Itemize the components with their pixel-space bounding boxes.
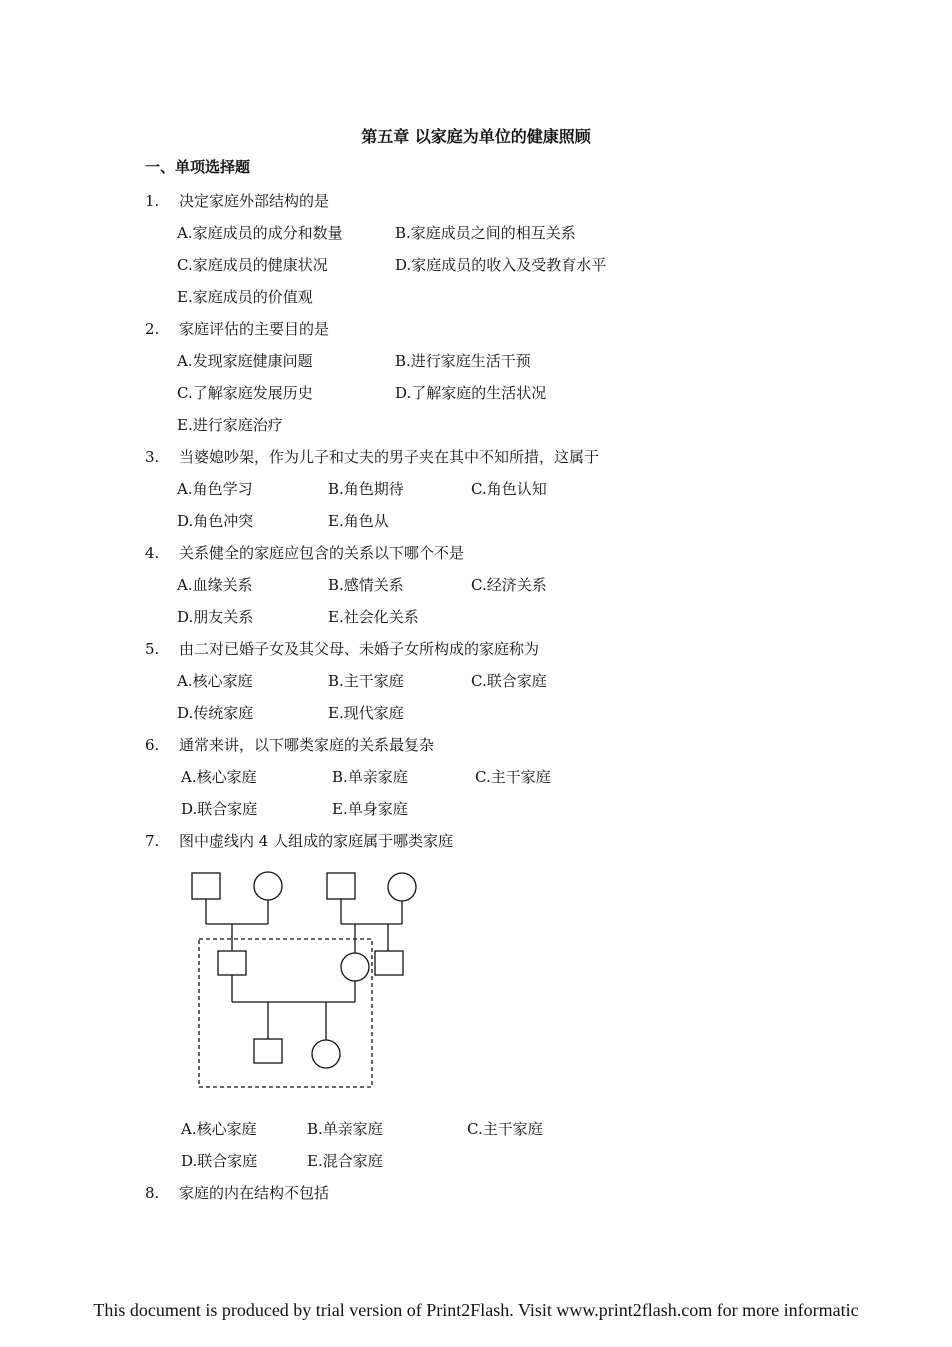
question-text: 家庭评估的主要目的是 [179,320,330,338]
option-4b: B.感情关系 [328,576,404,594]
question-number: 8. [145,1184,160,1202]
question-3 [145,446,599,467]
option-3d: D.角色冲突 [177,512,254,530]
option-5b: B.主干家庭 [328,672,404,690]
question-2 [145,318,329,339]
option-1a: A.家庭成员的成分和数量 [177,224,343,242]
option-6d: D.联合家庭 [181,800,258,818]
child-son-square [254,1039,282,1063]
question-text: 通常来讲，以下哪类家庭的关系最复杂 [179,736,435,754]
option-6c: C.主干家庭 [475,768,551,786]
option-2c: C.了解家庭发展历史 [177,384,313,402]
grandmother-right-circle [388,873,416,901]
option-5d: D.传统家庭 [177,704,254,722]
option-5c: C.联合家庭 [471,672,547,690]
question-text: 当婆媳吵架，作为儿子和丈夫的男子夹在其中不知所措，这属于 [179,448,600,466]
option-6b: B.单亲家庭 [332,768,408,786]
option-3b: B.角色期待 [328,480,404,498]
option-5a: A.核心家庭 [177,672,253,690]
question-text: 图中虚线内 4 人组成的家庭属于哪类家庭 [179,832,454,850]
question-8 [145,1182,329,1203]
uncle-square [375,951,403,975]
option-7d: D.联合家庭 [181,1152,258,1170]
option-2d: D.了解家庭的生活状况 [395,384,547,402]
question-text: 决定家庭外部结构的是 [179,192,330,210]
option-3e: E.角色从 [328,512,389,530]
question-6 [145,734,434,755]
option-7c: C.主干家庭 [467,1120,543,1138]
option-4c: C.经济关系 [471,576,547,594]
chapter-title: 第五章 以家庭为单位的健康照顾 [361,127,591,146]
option-4a: A.血缘关系 [177,576,253,594]
option-7e: E.混合家庭 [307,1152,383,1170]
option-3c: C.角色认知 [471,480,547,498]
question-text: 家庭的内在结构不包括 [179,1184,330,1202]
grandfather-right-square [327,873,355,899]
question-number: 4. [145,544,160,562]
option-1c: C.家庭成员的健康状况 [177,256,328,274]
question-5 [145,638,539,659]
family-genogram [180,862,430,1094]
question-number: 5. [145,640,160,658]
option-1e: E.家庭成员的价值观 [177,288,313,306]
question-number: 7. [145,832,160,850]
option-7a: A.核心家庭 [181,1120,257,1138]
option-1d: D.家庭成员的收入及受教育水平 [395,256,607,274]
question-text: 关系健全的家庭应包含的关系以下哪个不是 [179,544,465,562]
dashed-household-boundary [199,939,372,1087]
option-2b: B.进行家庭生活干预 [395,352,531,370]
option-4d: D.朋友关系 [177,608,254,626]
grandmother-left-circle [254,872,282,900]
option-6e: E.单身家庭 [332,800,408,818]
option-2e: E.进行家庭治疗 [177,416,283,434]
grandfather-left-square [192,873,220,899]
option-5e: E.现代家庭 [328,704,404,722]
section-heading: 一、单项选择题 [145,158,251,176]
question-7 [145,830,453,851]
child-daughter-circle [312,1040,340,1068]
question-number: 6. [145,736,160,754]
father-square [218,951,246,975]
trial-watermark-footer: This document is produced by trial version of Print2Flash. Visit www.print2flash.com for more informatic [93,1300,859,1320]
mother-circle [341,953,369,981]
option-3a: A.角色学习 [177,480,253,498]
option-7b: B.单亲家庭 [307,1120,383,1138]
question-text: 由二对已婚子女及其父母、未婚子女所构成的家庭称为 [179,640,540,658]
question-number: 1. [145,192,160,210]
question-number: 2. [145,320,160,338]
option-6a: A.核心家庭 [181,768,257,786]
question-1 [145,190,329,211]
option-2a: A.发现家庭健康问题 [177,352,313,370]
question-number: 3. [145,448,160,466]
question-4 [145,542,464,563]
option-4e: E.社会化关系 [328,608,419,626]
option-1b: B.家庭成员之间的相互关系 [395,224,576,242]
